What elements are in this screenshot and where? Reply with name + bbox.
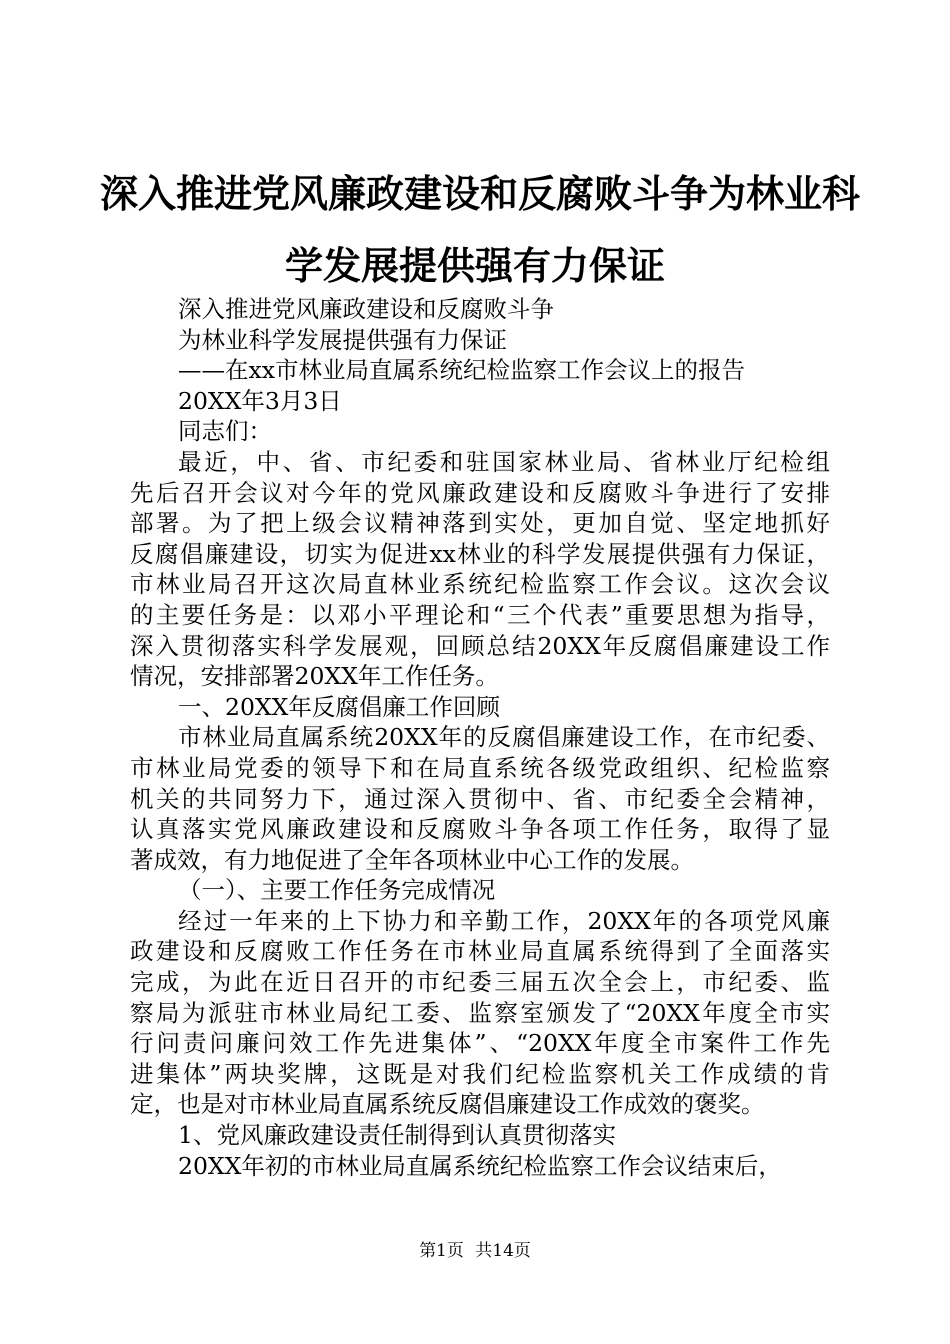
paragraph-line: 定，也是对市林业局直属系统反腐倡廉建设工作成效的褒奖。 — [130, 1090, 765, 1119]
paragraph-line: 深入贯彻落实科学发展观，回顾总结20XX年反腐倡廉建设工作 — [130, 631, 830, 660]
paragraph-line: 察局为派驻市林业局纪工委、监察室颁发了“20XX年度全市实 — [130, 998, 830, 1027]
paragraph-line: 先后召开会议对今年的党风廉政建设和反腐败斗争进行了安排 — [130, 478, 830, 507]
paragraph-line: 完成，为此在近日召开的市纪委三届五次全会上，市纪委、监 — [130, 968, 830, 997]
document-title — [100, 158, 861, 302]
paragraph-line: 部署。为了把上级会议精神落到实处，更加自觉、坚定地抓好 — [130, 509, 830, 538]
paragraph-line: 20XX年初的市林业局直属系统纪检监察工作会议结束后， — [178, 1151, 782, 1180]
item-heading-1: 1、党风廉政建设责任制得到认真贯彻落实 — [178, 1121, 616, 1150]
paragraph-line: 认真落实党风廉政建设和反腐败斗争各项工作任务，取得了显 — [130, 815, 830, 844]
paragraph-line: 的主要任务是：以邓小平理论和“三个代表”重要思想为指导， — [130, 600, 830, 629]
subtitle-line-2: 为林业科学发展提供强有力保证 — [178, 325, 507, 354]
subtitle-occasion: ——在xx市林业局直属系统纪检监察工作会议上的报告 — [178, 356, 746, 385]
paragraph-line: 最近，中、省、市纪委和驻国家林业局、省林业厅纪检组 — [178, 447, 830, 476]
title-line-1: 深入推进党风廉政建设和反腐败斗争为林业科 — [100, 171, 861, 216]
section-heading-1: 一、20XX年反腐倡廉工作回顾 — [178, 692, 500, 721]
paragraph-line: 著成效，有力地促进了全年各项林业中心工作的发展。 — [130, 845, 694, 874]
paragraph-line: 市林业局直属系统20XX年的反腐倡廉建设工作，在市纪委、 — [178, 723, 830, 752]
paragraph-line: 经过一年来的上下协力和辛勤工作，20XX年的各项党风廉 — [178, 906, 830, 935]
paragraph-line: 行问责问廉问效工作先进集体”、“20XX年度全市案件工作先 — [130, 1029, 830, 1058]
salutation: 同志们： — [178, 417, 272, 446]
subsection-heading-1: （一）、主要工作任务完成情况 — [178, 876, 496, 905]
paragraph-line: 市林业局召开这次局直林业系统纪检监察工作会议。这次会议 — [130, 570, 830, 599]
report-date: 20XX年3月3日 — [178, 386, 342, 415]
page-number: 第1页 — [419, 1241, 464, 1261]
paragraph-line: 市林业局党委的领导下和在局直系统各级党政组织、纪检监察 — [130, 753, 830, 782]
page-footer — [0, 1240, 950, 1262]
paragraph-line: 机关的共同努力下，通过深入贯彻中、省、市纪委全会精神， — [130, 784, 830, 813]
page-total: 共14页 — [475, 1241, 531, 1261]
paragraph-line: 进集体”两块奖牌，这既是对我们纪检监察机关工作成绩的肯 — [130, 1059, 830, 1088]
title-line-2: 学发展提供强有力保证 — [284, 243, 665, 288]
document-body — [130, 294, 830, 1181]
paragraph-line: 反腐倡廉建设，切实为促进xx林业的科学发展提供强有力保证， — [130, 539, 830, 568]
paragraph-line: 政建设和反腐败工作任务在市林业局直属系统得到了全面落实 — [130, 937, 830, 966]
subtitle-line-1: 深入推进党风廉政建设和反腐败斗争 — [178, 295, 554, 323]
paragraph-line: 情况，安排部署20XX年工作任务。 — [130, 662, 499, 691]
